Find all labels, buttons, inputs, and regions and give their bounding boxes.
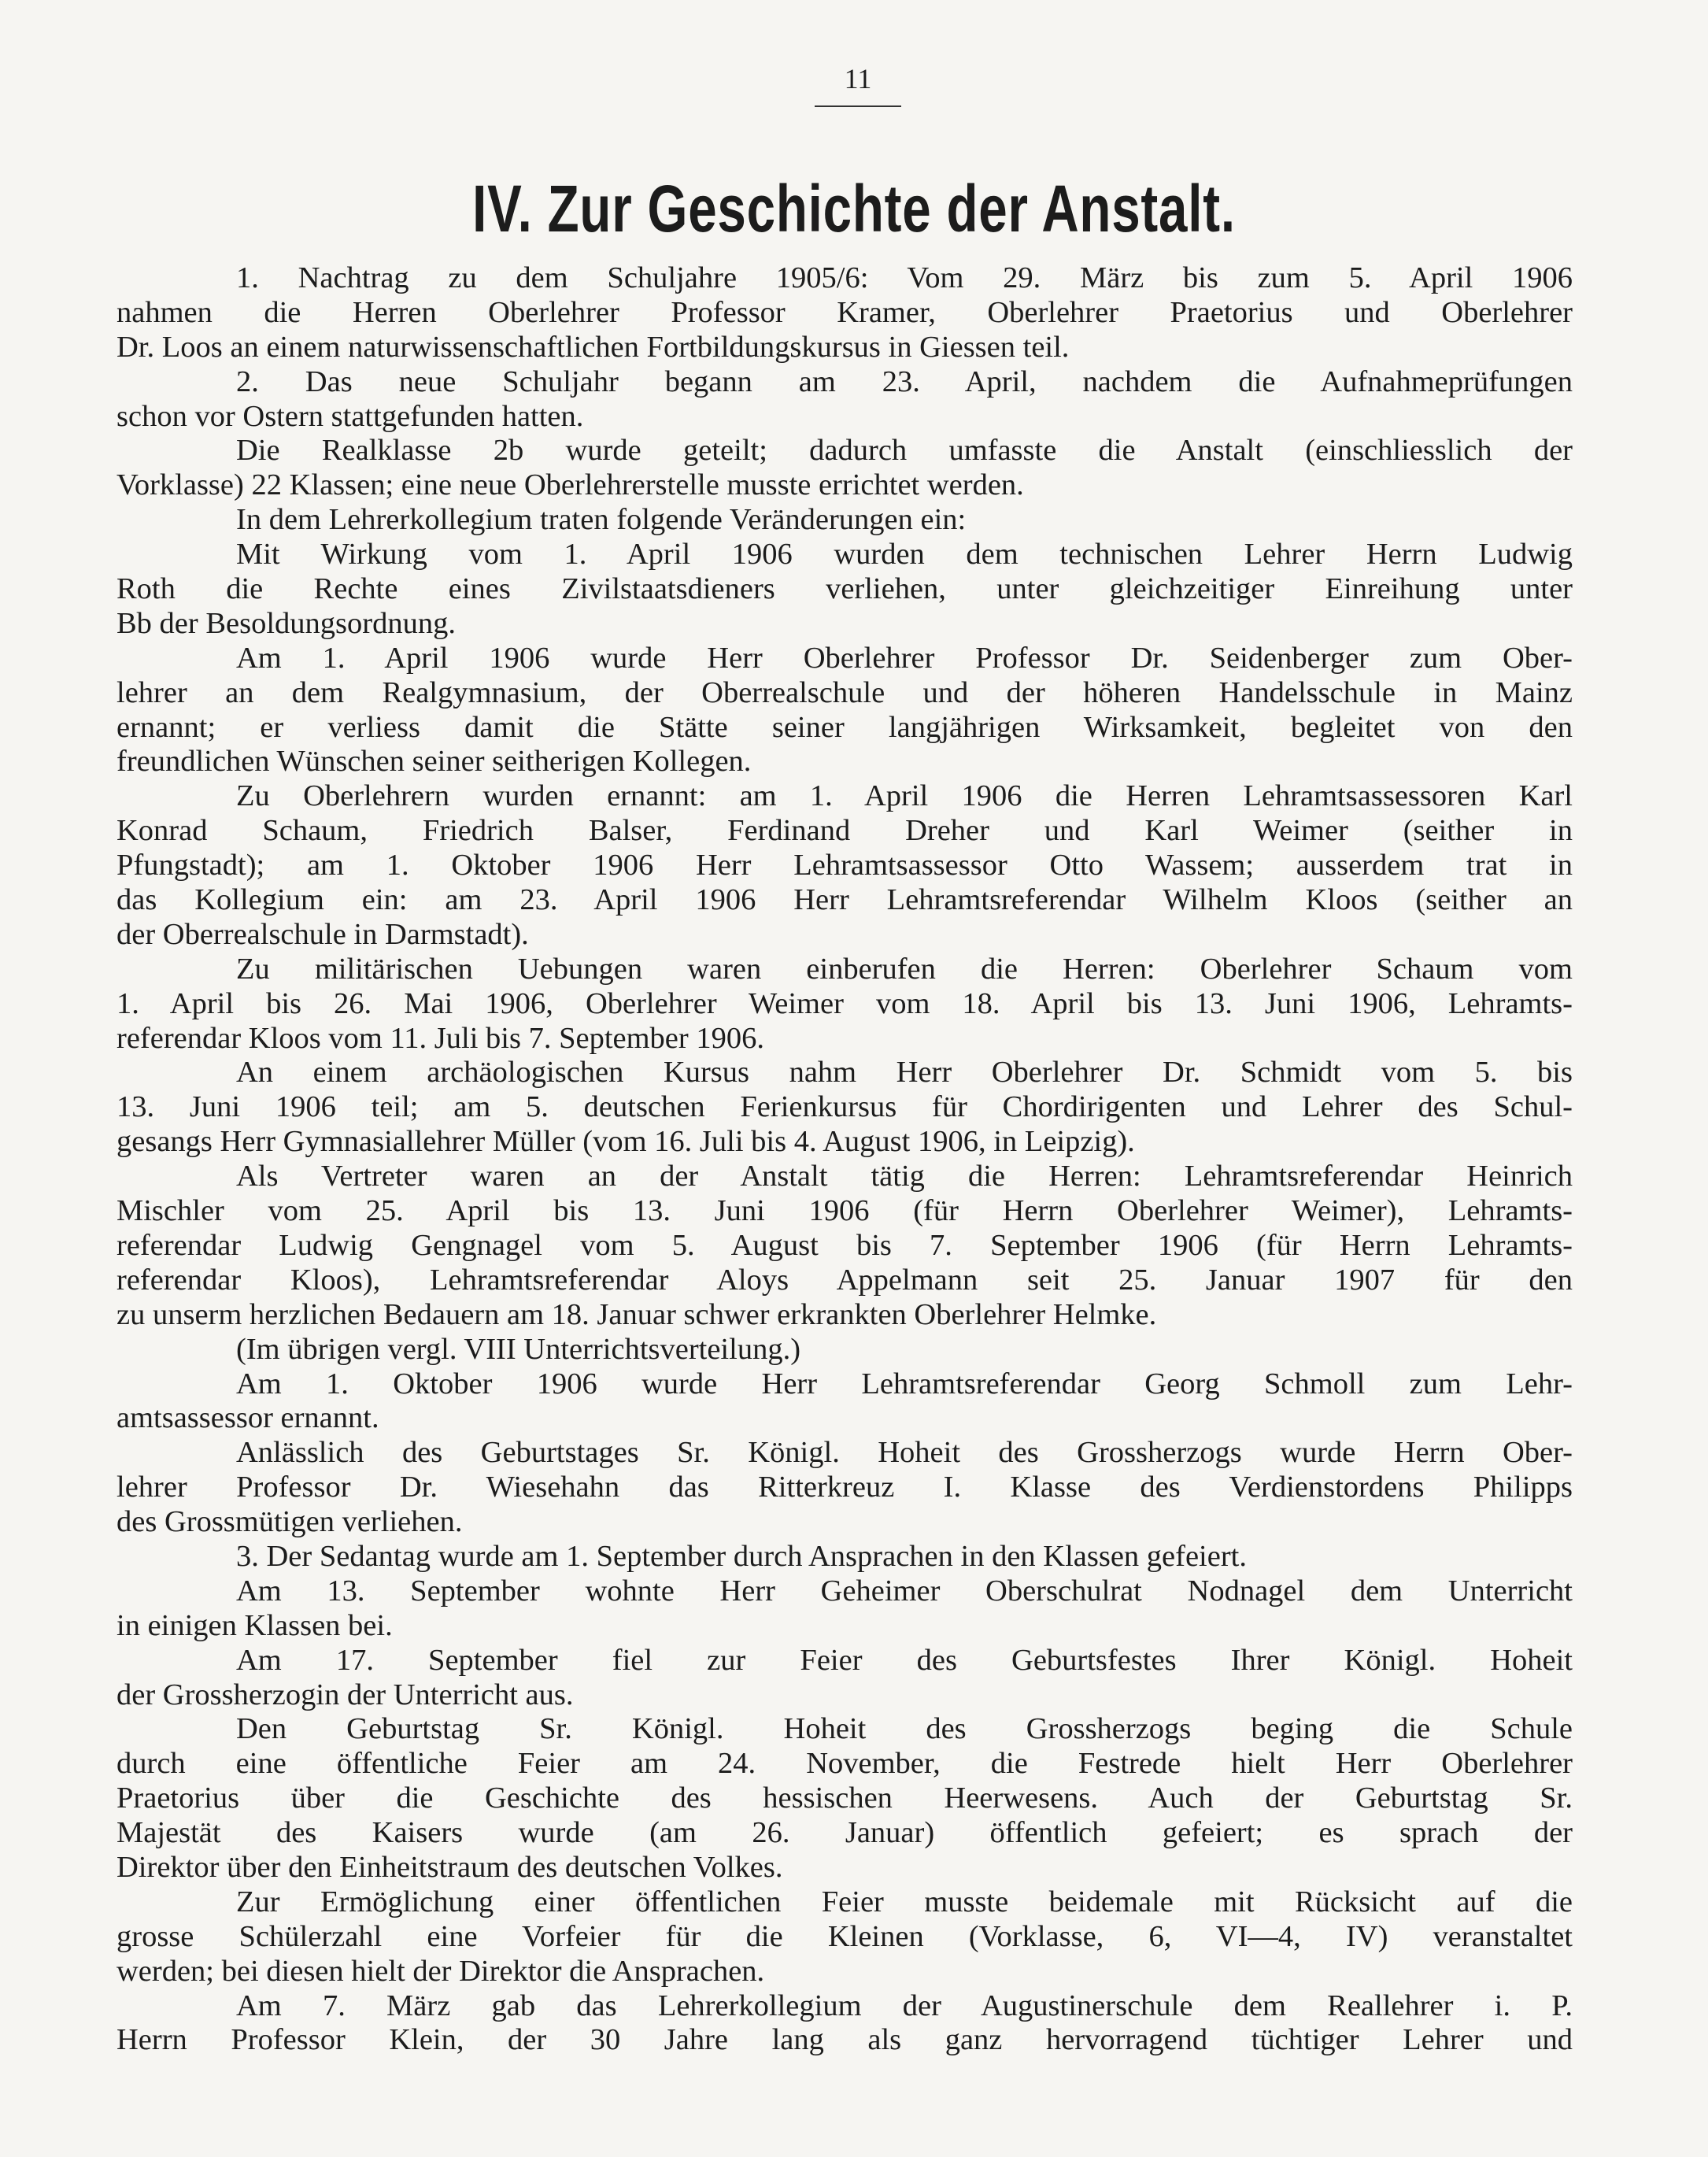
text-line: Zu Oberlehrern wurden ernannt: am 1. April 1906 die Herren Lehramtsassessoren Karl [236,779,1573,813]
text-line: in einigen Klassen bei. [116,1608,393,1642]
text-line: zu unserm herzlichen Bedauern am 18. Januar schwer erkrankten Oberlehrer Helmke. [116,1297,1157,1331]
text-line: Am 1. April 1906 wurde Herr Oberlehrer Professor Dr. Seidenberger zum Ober- [236,641,1573,675]
text-line: referendar Ludwig Gengnagel vom 5. August bis 7. September 1906 (für Herrn Lehramts- [116,1228,1573,1262]
text-line: 13. Juni 1906 teil; am 5. deutschen Ferienkursus für Chordirigenten und Lehrer des Schul- [116,1090,1573,1124]
text-line: Majestät des Kaisers wurde (am 26. Januar) öffentlich gefeiert; es sprach der [116,1816,1573,1850]
text-line: werden; bei diesen hielt der Direktor die Ansprachen. [116,1954,765,1988]
section-title: IV. Zur Geschichte der Anstalt. [472,172,1236,246]
text-line: 1. April bis 26. Mai 1906, Oberlehrer Weimer vom 18. April bis 13. Juni 1906, Lehramts- [116,986,1573,1020]
text-line: referendar Kloos), Lehramtsreferendar Aloys Appelmann seit 25. Januar 1907 für den [116,1263,1573,1297]
text-line: Mit Wirkung vom 1. April 1906 wurden dem technischen Lehrer Herrn Ludwig [236,538,1573,572]
text-line: ernannt; er verliess damit die Stätte seiner langjährigen Wirksamkeit, begleitet von den [116,710,1573,744]
text-line: Am 13. September wohnte Herr Geheimer Oberschulrat Nodnagel dem Unterricht [236,1574,1573,1608]
text-line: freundlichen Wünschen seiner seitherigen Kollegen. [116,745,752,779]
text-line: gesangs Herr Gymnasiallehrer Müller (vom 16. Juli bis 4. August 1906, in Leipzig). [116,1125,1135,1159]
text-line: durch eine öffentliche Feier am 24. November, die Festrede hielt Herr Oberlehrer [116,1747,1573,1781]
text-line: Am 1. Oktober 1906 wurde Herr Lehramtsreferendar Georg Schmoll zum Lehr- [236,1367,1573,1400]
text-line: (Im übrigen vergl. VIII Unterrichtsverteilung.) [236,1332,801,1366]
text-line: Den Geburtstag Sr. Königl. Hoheit des Grossherzogs beging die Schule [236,1712,1573,1746]
text-line: In dem Lehrerkollegium traten folgende Veränderungen ein: [236,503,967,537]
text-line: amtsassessor ernannt. [116,1401,379,1435]
text-line: grosse Schülerzahl eine Vorfeier für die Kleinen (Vorklasse, 6, VI—4, IV) veranstaltet [116,1919,1573,1953]
text-line: Direktor über den Einheitstraum des deutschen Volkes. [116,1850,783,1884]
text-line: nahmen die Herren Oberlehrer Professor Kramer, Oberlehrer Praetorius und Oberlehrer [116,295,1573,329]
text-line: Dr. Loos an einem naturwissenschaftlichen Fortbildungskursus in Giessen teil. [116,330,1070,364]
text-line: Herrn Professor Klein, der 30 Jahre lang als ganz hervorragend tüchtiger Lehrer und [116,2023,1573,2057]
text-line: Am 7. März gab das Lehrerkollegium der Augustinerschule dem Reallehrer i. P. [236,1989,1573,2022]
text-line: Zu militärischen Uebungen waren einberufen die Herren: Oberlehrer Schaum vom [236,952,1573,986]
text-line: schon vor Ostern stattgefunden hatten. [116,399,584,433]
text-line: Konrad Schaum, Friedrich Balser, Ferdinand Dreher und Karl Weimer (seither in [116,814,1573,848]
text-line: das Kollegium ein: am 23. April 1906 Herr Lehramtsreferendar Wilhelm Kloos (seither an [116,883,1573,917]
text-line: Vorklasse) 22 Klassen; eine neue Oberlehrerstelle musste errichtet werden. [116,468,1024,502]
text-line: 3. Der Sedantag wurde am 1. September durch Ansprachen in den Klassen gefeiert. [236,1539,1247,1573]
text-line: Roth die Rechte eines Zivilstaatsdieners verliehen, unter gleichzeitiger Einreihung unter [116,572,1573,606]
text-line: Mischler vom 25. April bis 13. Juni 1906 (für Herrn Oberlehrer Weimer), Lehramts- [116,1194,1573,1228]
text-line: Pfungstadt); am 1. Oktober 1906 Herr Lehramtsassessor Otto Wassem; ausserdem trat in [116,849,1573,882]
page-number: 11 [844,63,872,94]
text-line: referendar Kloos vom 11. Juli bis 7. September 1906. [116,1021,764,1055]
text-line: 2. Das neue Schuljahr begann am 23. April, nachdem die Aufnahmeprüfungen [236,364,1573,398]
text-line: 1. Nachtrag zu dem Schuljahre 1905/6: Vom 29. März bis zum 5. April 1906 [236,261,1573,294]
text-line: An einem archäologischen Kursus nahm Herr Oberlehrer Dr. Schmidt vom 5. bis [236,1056,1573,1090]
text-line: Am 17. September fiel zur Feier des Geburtsfestes Ihrer Königl. Hoheit [236,1643,1573,1677]
text-line: Anlässlich des Geburtstages Sr. Königl. Hoheit des Grossherzogs wurde Herrn Ober- [236,1436,1573,1470]
text-line: Zur Ermöglichung einer öffentlichen Feier musste beidemale mit Rücksicht auf die [236,1885,1573,1918]
body-text [116,261,1573,2058]
text-line: Bb der Besoldungsordnung. [116,606,456,640]
text-line: lehrer an dem Realgymnasium, der Oberrealschule und der höheren Handelsschule in Mainz [116,675,1573,709]
text-line: Praetorius über die Geschichte des hessischen Heerwesens. Auch der Geburtstag Sr. [116,1781,1573,1815]
text-line: der Grossherzogin der Unterricht aus. [116,1678,574,1711]
text-line: lehrer Professor Dr. Wiesehahn das Ritterkreuz I. Klasse des Verdienstordens Philipps [116,1471,1573,1504]
text-line: der Oberrealschule in Darmstadt). [116,917,529,951]
text-line: Als Vertreter waren an der Anstalt tätig die Herren: Lehramtsreferendar Heinrich [236,1160,1573,1193]
text-line: des Grossmütigen verliehen. [116,1505,463,1539]
page-number-rule [815,105,901,107]
text-line: Die Realklasse 2b wurde geteilt; dadurch umfasste die Anstalt (einschliesslich der [236,434,1573,468]
